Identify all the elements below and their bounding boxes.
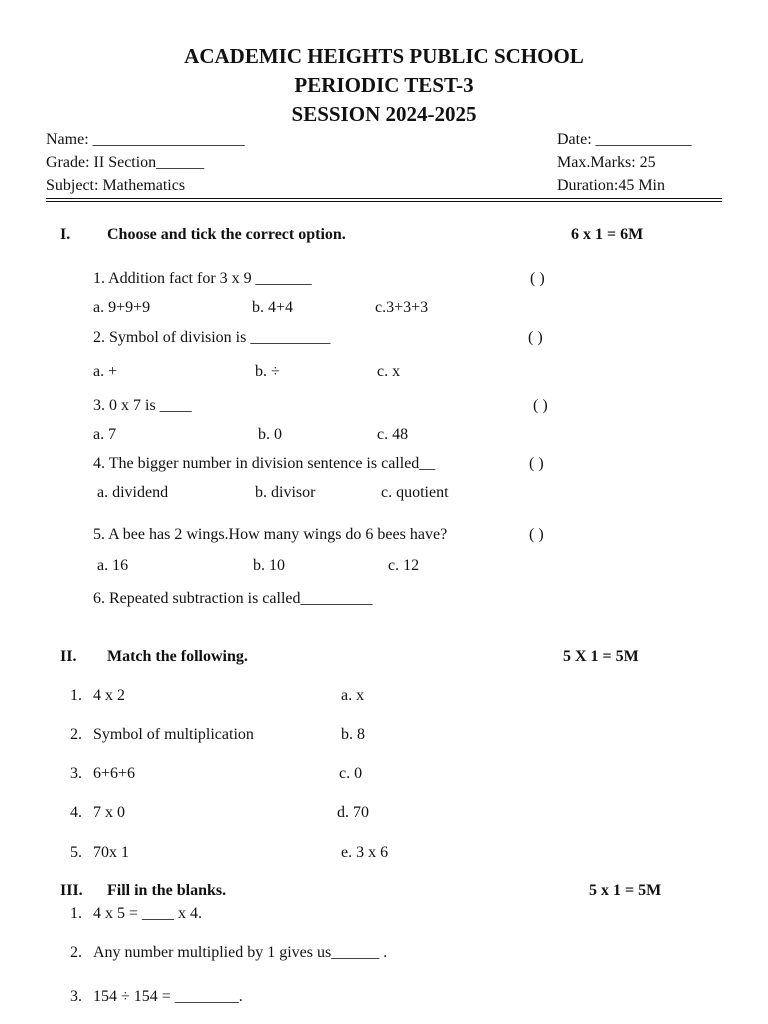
match-left-2: Symbol of multiplication bbox=[93, 726, 254, 743]
option-1c: c.3+3+3 bbox=[375, 299, 429, 316]
match-number-1: 1. bbox=[70, 687, 82, 704]
option-4a: a. dividend bbox=[97, 484, 169, 501]
question-2: 2. Symbol of division is __________ bbox=[93, 329, 331, 346]
section-1-marks: 6 x 1 = 6M bbox=[571, 226, 644, 243]
blank-item-2: Any number multiplied by 1 gives us______ . bbox=[93, 944, 388, 961]
section-2-number: II. bbox=[60, 648, 77, 665]
option-3a: a. 7 bbox=[93, 426, 117, 443]
question-1: 1. Addition fact for 3 x 9 _______ bbox=[93, 270, 312, 287]
match-left-5: 70x 1 bbox=[93, 844, 129, 861]
option-2a: a. + bbox=[93, 363, 118, 380]
question-6: 6. Repeated subtraction is called_________ bbox=[93, 590, 373, 607]
option-1b: b. 4+4 bbox=[252, 299, 294, 316]
duration: Duration:45 Min bbox=[557, 177, 665, 194]
option-5c: c. 12 bbox=[388, 557, 420, 574]
section-3-marks: 5 x 1 = 5M bbox=[589, 882, 662, 899]
answer-bracket-4: ( ) bbox=[529, 455, 544, 472]
question-4: 4. The bigger number in division sentence is called__ bbox=[93, 455, 436, 472]
section-2-marks: 5 X 1 = 5M bbox=[563, 648, 639, 665]
match-right-e: e. 3 x 6 bbox=[341, 844, 389, 861]
match-right-d: d. 70 bbox=[337, 804, 369, 821]
header-divider-2 bbox=[46, 201, 722, 202]
match-right-a: a. x bbox=[341, 687, 365, 704]
option-4c: c. quotient bbox=[381, 484, 449, 501]
blank-number-1: 1. bbox=[70, 905, 82, 922]
match-left-1: 4 x 2 bbox=[93, 687, 125, 704]
match-right-b: b. 8 bbox=[341, 726, 365, 743]
section-2-title: Match the following. bbox=[107, 648, 248, 665]
answer-bracket-5: ( ) bbox=[529, 526, 544, 543]
match-number-3: 3. bbox=[70, 765, 82, 782]
blank-item-3: 154 ÷ 154 = ________. bbox=[93, 988, 243, 1005]
question-5: 5. A bee has 2 wings.How many wings do 6 bees have? bbox=[93, 526, 448, 543]
blank-item-1: 4 x 5 = ____ x 4. bbox=[93, 905, 203, 922]
section-1-title: Choose and tick the correct option. bbox=[107, 226, 346, 243]
option-3b: b. 0 bbox=[258, 426, 282, 443]
option-4b: b. divisor bbox=[255, 484, 316, 501]
match-number-4: 4. bbox=[70, 804, 82, 821]
name-field: Name: ___________________ bbox=[46, 131, 245, 148]
school-name: ACADEMIC HEIGHTS PUBLIC SCHOOL bbox=[184, 44, 584, 68]
option-5a: a. 16 bbox=[97, 557, 129, 574]
grade-field: Grade: II Section______ bbox=[46, 154, 205, 171]
match-number-5: 5. bbox=[70, 844, 82, 861]
option-3c: c. 48 bbox=[377, 426, 409, 443]
max-marks: Max.Marks: 25 bbox=[557, 154, 656, 171]
section-3-number: III. bbox=[60, 882, 83, 899]
answer-bracket-3: ( ) bbox=[533, 397, 548, 414]
answer-bracket-2: ( ) bbox=[528, 329, 543, 346]
option-2b: b. ÷ bbox=[255, 363, 280, 380]
test-name: PERIODIC TEST-3 bbox=[294, 73, 474, 97]
blank-number-3: 3. bbox=[70, 988, 82, 1005]
match-left-3: 6+6+6 bbox=[93, 765, 136, 782]
option-2c: c. x bbox=[377, 363, 401, 380]
header-divider bbox=[46, 198, 722, 199]
subject-field: Subject: Mathematics bbox=[46, 177, 186, 194]
question-3: 3. 0 x 7 is ____ bbox=[93, 397, 192, 414]
match-number-2: 2. bbox=[70, 726, 82, 743]
section-1-number: I. bbox=[60, 226, 71, 243]
option-1a: a. 9+9+9 bbox=[93, 299, 151, 316]
section-3-title: Fill in the blanks. bbox=[107, 882, 227, 899]
blank-number-2: 2. bbox=[70, 944, 82, 961]
date-field: Date: ____________ bbox=[557, 131, 692, 148]
match-right-c: c. 0 bbox=[339, 765, 363, 782]
session: SESSION 2024-2025 bbox=[291, 102, 477, 126]
option-5b: b. 10 bbox=[253, 557, 285, 574]
match-left-4: 7 x 0 bbox=[93, 804, 125, 821]
answer-bracket-1: ( ) bbox=[530, 270, 545, 287]
